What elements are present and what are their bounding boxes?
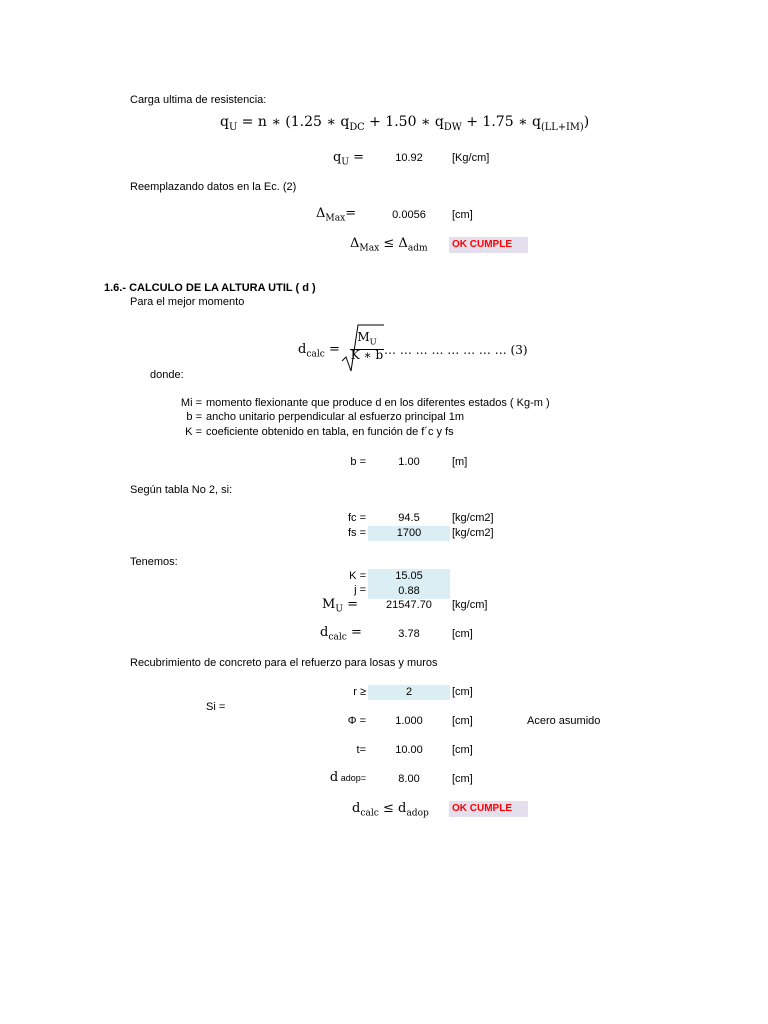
definition-symbol: b = [186, 411, 202, 423]
table-label: Según tabla No 2, si: [130, 484, 233, 496]
dadop-unit: [cm] [452, 773, 473, 785]
depth-check-expression: $d_{calc} \le d_{adop}$ [352, 801, 429, 819]
qu-label: $q_U$ = [333, 150, 365, 168]
qu-unit: [Kg/cm] [452, 152, 490, 164]
section-heading: 1.6.- CALCULO DE LA ALTURA UTIL ( d ) [104, 282, 316, 294]
dadop-label: d adop= [329, 770, 366, 785]
formula-numerator: $M_U$ [350, 329, 384, 350]
definition-text: momento flexionante que produce d en los diferentes estados ( Kg-m ) [206, 397, 550, 409]
k-value-cell: 15.05 [368, 569, 450, 584]
section-subheading: Para el mejor momento [130, 296, 245, 308]
dcalc-value: 3.78 [398, 628, 420, 640]
r-label: r ≥ [353, 686, 366, 698]
definition-symbol: Mi = [180, 397, 202, 409]
fs-label: fs = [347, 527, 366, 539]
mu-label: $M_U$ = [322, 597, 359, 615]
fc-value: 94.5 [398, 512, 420, 524]
cover-label: Recubrimiento de concreto para el refuerzo para losas y muros [130, 657, 438, 669]
mu-unit: [kg/cm] [452, 599, 488, 611]
delta-max-label: $\Delta_{Max}=$ [316, 206, 357, 224]
phi-label: Φ = [347, 715, 366, 727]
dcalc-label: $d_{calc}$ = [320, 625, 362, 643]
r-unit: [cm] [452, 686, 473, 698]
deflection-status-badge: OK CUMPLE [449, 237, 528, 253]
phi-note: Acero asumido [527, 715, 601, 727]
fs-unit: [kg/cm2] [452, 527, 494, 539]
formula-lhs: q [220, 114, 229, 130]
si-label: Si = [206, 701, 226, 713]
have-label: Tenemos: [130, 556, 178, 568]
b-unit: [m] [452, 456, 468, 468]
fc-label: fc = [347, 512, 366, 524]
phi-unit: [cm] [452, 715, 473, 727]
depth-status-badge: OK CUMPLE [449, 801, 528, 817]
j-value-cell: 0.88 [368, 584, 450, 599]
ultimate-load-formula: $q_U = n$ ∗ (1.25 ∗ $q_{DC} + 1.50$ ∗ $q_{DW} + 1.75$ ∗ $q_{(LL+IM)}$) [220, 114, 590, 133]
where-label: donde: [150, 369, 184, 381]
r-input-cell[interactable]: 2 [368, 685, 450, 700]
formula-reference: … … … … … … … … (3) [384, 343, 528, 357]
definition-symbol: K = [185, 426, 202, 438]
k-label: K = [349, 570, 366, 582]
dadop-value: 8.00 [398, 773, 420, 785]
dcalc-unit: [cm] [452, 628, 473, 640]
deflection-label: Reemplazando datos en la Ec. (2) [130, 181, 297, 193]
phi-value: 1.000 [395, 715, 423, 727]
load-label: Carga ultima de resistencia: [130, 94, 267, 106]
qu-value: 10.92 [395, 152, 423, 164]
mu-value: 21547.70 [386, 599, 432, 611]
j-label: j = [354, 584, 366, 596]
fc-unit: [kg/cm2] [452, 512, 494, 524]
formula-denominator: K ∗ b [350, 348, 384, 362]
b-value: 1.00 [398, 456, 420, 468]
definition-text: ancho unitario perpendicular al esfuerzo principal 1m [206, 411, 465, 423]
t-unit: [cm] [452, 744, 473, 756]
delta-max-value: 0.0056 [392, 209, 426, 221]
fs-input-cell[interactable]: 1700 [368, 526, 450, 541]
deflection-check-expression: $\Delta_{Max} \le \Delta_{adm}$ [350, 236, 428, 254]
definition-text: coeficiente obtenido en tabla, en función de f´c y fs [206, 426, 454, 438]
dcalc-formula-lhs: $d_{calc}$ = [298, 342, 340, 360]
delta-max-unit: [cm] [452, 209, 473, 221]
t-label: t= [356, 744, 366, 756]
t-value: 10.00 [395, 744, 423, 756]
b-label: b = [350, 456, 366, 468]
